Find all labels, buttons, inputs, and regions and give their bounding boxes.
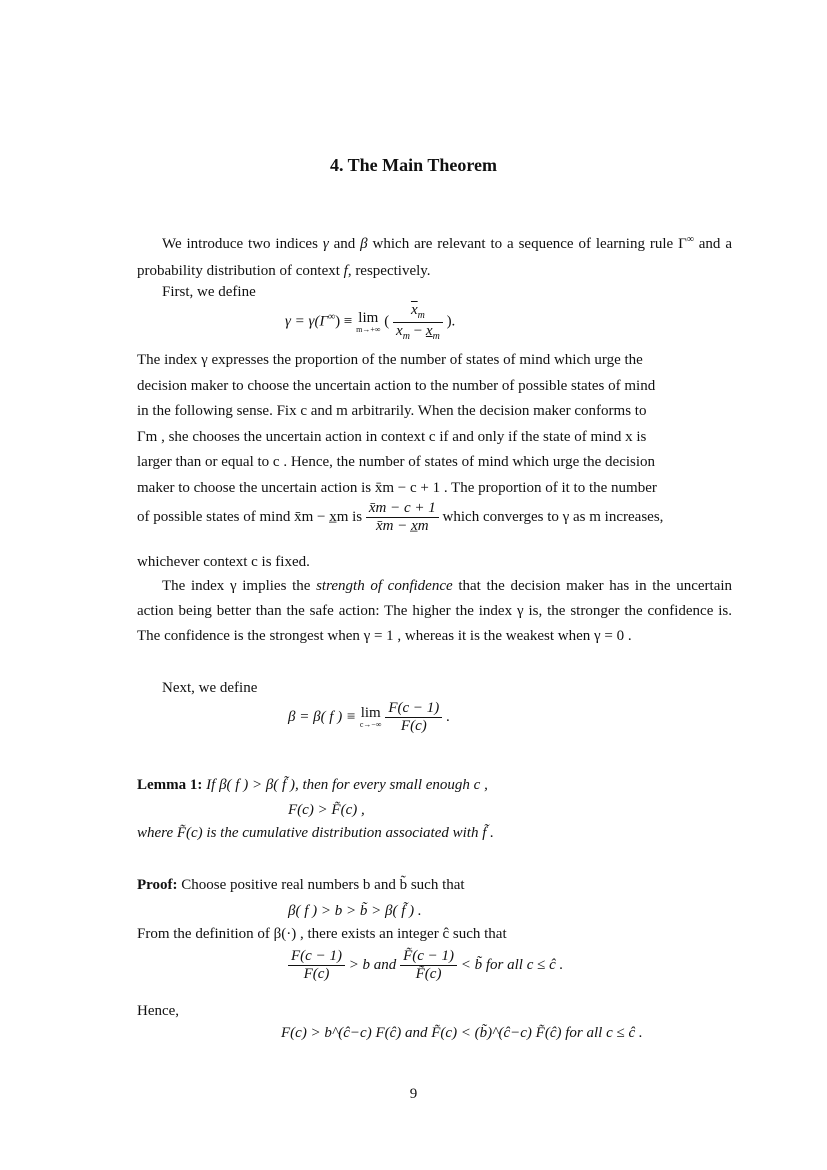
proof-fraction-line: $\frac{F(c - 1)}{F(c)}$ > b and $\frac{F̃(c - 1)}{F̃(c)}$ < b̃ for all c ≤ ĉ . [288, 948, 563, 984]
lemma-where: where F̃(c) is the cumulative distribution associated with f̃ . [137, 825, 494, 841]
lemma-inequality: F(c) > F̃(c) , [288, 802, 365, 818]
section-title: 4. The Main Theorem [329, 155, 497, 175]
proof-fraction-2: $\frac{F̃(c - 1)}{F̃(c)}$ [400, 948, 457, 984]
proof-fraction-1: $\frac{F(c - 1)}{F(c)}$ [288, 948, 345, 984]
proof-final-inequality: F(c) > b^(ĉ−c) F(ĉ) and F̃(c) < (b̃)^(ĉ−c) F̃(ĉ) for all c ≤ ĉ . [281, 1025, 643, 1041]
proof-from: From the definition of β(·) , there exists an integer ĉ such that [137, 926, 507, 942]
index-line-4: Γm , she chooses the uncertain action in context c if and only if the state of mind x is [137, 428, 647, 445]
proof-label: Proof: [137, 877, 178, 893]
define-beta-text: Next, we define [162, 680, 258, 696]
index-line-8: whichever context c is fixed. [137, 554, 310, 570]
proportion-fraction: $\frac{x̄m - c + 1}{x̄m - x̲m}$ [366, 500, 439, 536]
beta-limit: lim c→−∞ [359, 705, 382, 730]
index-line-1: The index γ expresses the proportion of the number of states of mind which urge the [137, 352, 643, 368]
intro-paragraph: We introduce two indices γ and β which are relevant to a sequence of learning rule Γ∞ and a probability distribution of context f, respectively. [137, 234, 732, 279]
lemma-label: Lemma 1: [137, 777, 203, 793]
page-number: 9 [409, 1086, 418, 1102]
index-line-3: in the following sense. Fix c and m arbitrarily. When the decision maker conforms to [137, 403, 647, 420]
beta-equation: β = β( f ) ≡ lim c→−∞ $\frac{F(c - 1)}{F(c)}$ . [288, 700, 450, 735]
index-line-7: of possible states of mind x̄m − x̲m is $\frac{x̄m - c + 1}{x̄m - x̲m}$ which converges to γ as m increases, [137, 500, 664, 535]
index-line-5: larger than or equal to c . Hence, the number of states of mind which urge the decision [137, 454, 656, 471]
proof-hence: Hence, [137, 1003, 180, 1019]
proof: Proof: Choose positive real numbers b and b̃ such that [137, 877, 465, 893]
lemma [137, 774, 732, 797]
gamma-equation: γ = γ(Γ∞) ≡ lim m→+∞ ( $\frac{\overline{x}_m}{\overline{x}_m - x_m}$ ). [285, 302, 456, 342]
proof-inequality: β( f ) > b > b̃ > β( f̃ ) . [288, 903, 422, 919]
gamma-fraction: $\frac{\overline{x}_m}{\overline{x}_m - x_m}$ [393, 302, 443, 342]
lemma-statement: If β( f ) > β( f̃ ), then for every small enough c , [202, 777, 488, 793]
index-line-6: maker to choose the uncertain action is x̄m − c + 1 . The proportion of it to the number [137, 479, 657, 496]
strength-paragraph: The index γ implies the strength of confidence that the decision maker has in the uncertain action being better than the safe action: The higher the index γ is, the stronger the confidence is. The confidence is the strongest when γ = 1 , whereas it is the weakest when γ = 0 . [137, 578, 733, 644]
gamma-limit: lim m→+∞ [356, 309, 381, 334]
index-paragraph [137, 348, 732, 502]
define-gamma-text: First, we define [162, 284, 256, 300]
index-line-2: decision maker to choose the uncertain action to the number of possible states of mind [137, 377, 656, 394]
beta-fraction: $\frac{F(c - 1)}{F(c)}$ [385, 700, 442, 736]
